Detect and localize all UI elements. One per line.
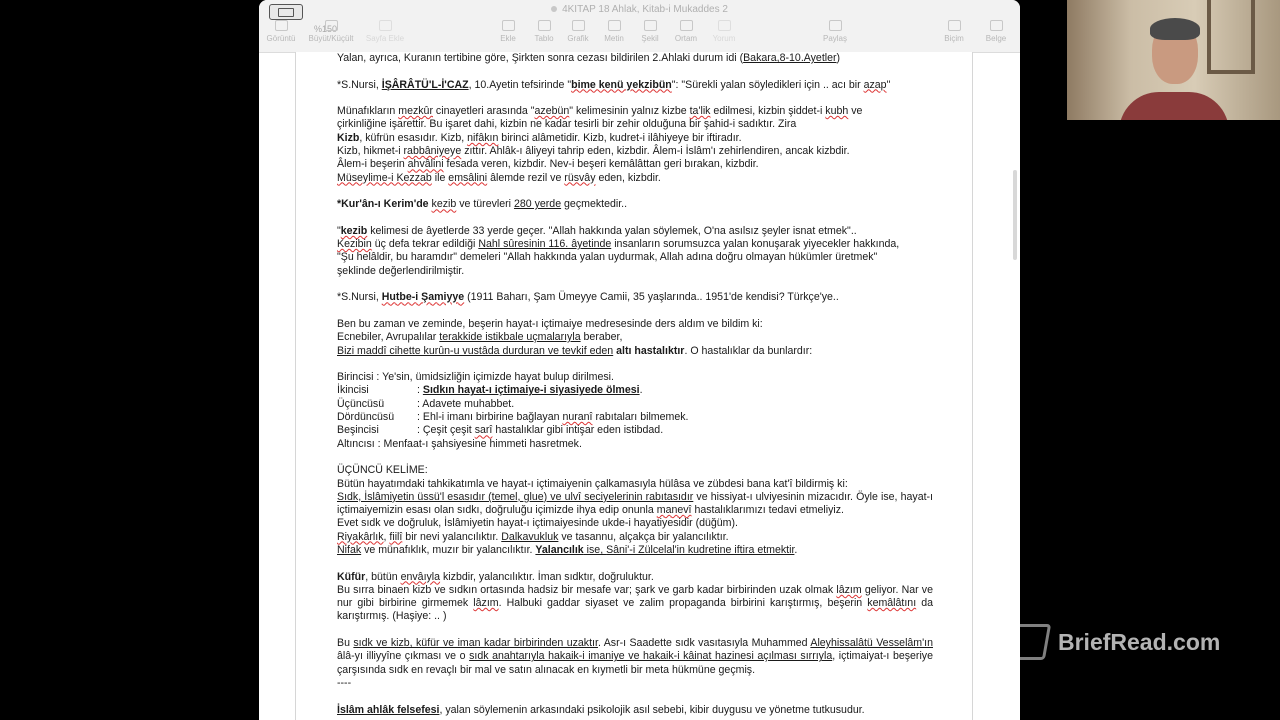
document-text[interactable]: fiilî	[389, 530, 403, 543]
zoom-icon	[325, 20, 338, 31]
document-text[interactable]: Yalan, ayrıca, Kuranın tertibine göre, Şirkten sonra cezası bildirilen 2.Ahlaki durum idi (	[337, 52, 744, 64]
pages-window	[259, 0, 1020, 720]
format-icon	[948, 20, 961, 31]
document-text[interactable]	[337, 571, 933, 584]
document-text[interactable]	[337, 238, 933, 251]
toolbar-shape-button[interactable]: Şekil	[637, 20, 663, 43]
document-text[interactable]	[337, 105, 933, 118]
document-text[interactable]: edilmesi, kizbin şiddet-i	[710, 105, 826, 118]
toolbar-zoom-button[interactable]: Büyüt/Küçült	[305, 20, 357, 43]
document-text[interactable]: , küfrün esasıdır. Kizb,	[359, 131, 468, 144]
document-text[interactable]: *S.Nursi,	[337, 78, 382, 91]
document-text[interactable]: hastalıklarımızı tedavi etmeliyiz.	[691, 504, 844, 517]
document-text[interactable]: terakkide istikbale uçmalarıyla	[439, 331, 581, 344]
document-text[interactable]: Evet sıdk ve doğruluk, İslâmiyetin hayat-ı içtimaiyesinde ukde-i hayatiyesidir (düğüm).	[337, 517, 738, 530]
document-text[interactable]: *S.Nursi,	[337, 291, 382, 304]
document-text[interactable]: Bu sırra binaen kizb ve sıdkın ortasında hadsiz bir mesafe var; şark ve garb kadar birbirinden uzak olmak	[337, 583, 837, 596]
document-text[interactable]: Dördüncüsü	[337, 411, 395, 424]
document-text[interactable]: kizbdir, yalancılıktır. İman sıdktır, doğruluktur.	[440, 570, 654, 583]
document-text[interactable]: Hutbe-i Şamiyye	[381, 291, 465, 304]
document-text[interactable]	[337, 212, 933, 225]
document-text[interactable]: rüsvây	[564, 171, 596, 184]
document-text[interactable]: kezib	[340, 224, 368, 237]
window-title: 4KITAP 18 Ahlak, Kitab-i Mukaddes 2	[259, 4, 1020, 15]
webcam-overlay	[1067, 0, 1280, 120]
document-text[interactable]: ,	[383, 530, 390, 543]
document-text[interactable]: Âlem-i beşerin	[337, 158, 408, 171]
document-text[interactable]: nifâkın	[467, 131, 499, 144]
document-text[interactable]: ----	[337, 676, 352, 689]
document-text[interactable]: *Kur'ân-ı Kerim'de	[337, 198, 432, 211]
toolbar-chart-button[interactable]: Grafik	[565, 20, 591, 43]
document-icon	[990, 20, 1003, 31]
watermark: BriefRead.com	[1012, 622, 1220, 662]
briefread-logo-icon	[1009, 624, 1051, 660]
document-text[interactable]: âlemde rezil ve	[487, 171, 565, 184]
document-text[interactable]: Müseylime-i Kezzab	[337, 171, 432, 184]
text-icon	[608, 20, 621, 31]
document-text[interactable]: Nifak	[337, 543, 362, 556]
document-text[interactable]: Ecnebiler, Avrupalılar	[337, 331, 440, 344]
document-text[interactable]: ": "Sürekli yalan söyledikleri için .. acı bir	[671, 78, 864, 91]
document-text[interactable]: ÜÇÜNCÜ KELİME:	[337, 464, 428, 477]
document-text[interactable]: fesada veren, kizbdir. Nev-i beşeri kemâlâttan geri bırakan, kizbdir.	[443, 158, 759, 171]
document-text[interactable]: manevî	[656, 504, 692, 517]
document-text[interactable]	[337, 345, 933, 358]
document-text[interactable]: . Asr-ı Saadette sıdk vasıtasıyla Muhammed	[597, 637, 811, 650]
document-text[interactable]: : Ehl-i imanı birbirine bağlayan	[417, 411, 563, 424]
document-text[interactable]: Beşincisi	[337, 424, 379, 437]
document-text[interactable]: birinci alâmetidir. Kizb, kudret-i ilâhiyeye bir iftiradır.	[498, 131, 742, 144]
zoom-level[interactable]: %150	[314, 24, 338, 34]
document-text[interactable]: çirkinliğine işarettir. Bu işaret dahi, kizbin ne kadar tesirli bir zehir olduğuna bir şahid-i sadıktır. Zira	[337, 118, 797, 131]
document-text[interactable]: kubh	[825, 105, 849, 118]
document-text[interactable]	[337, 331, 933, 344]
document-text[interactable]: ise,	[583, 543, 607, 556]
document-text[interactable]	[337, 358, 933, 371]
document-text[interactable]: , içtimaiyat-ı beşeriye çarşısında sıdk en revaçlı bir mal ve satın alınacak en kıymetli bir meta hükmüne geçmiş.	[337, 650, 933, 676]
document-text[interactable]: "Şu helâldir, bu haramdır" demeleri "Allah hakkında yalan uydurmak, Allah adına doğru olmayan hükümler üretmek"	[337, 251, 878, 264]
document-text[interactable]: ve	[848, 105, 863, 118]
document-text[interactable]: geliyor. Nar ve nur gibi birbirine girmemek	[337, 583, 934, 610]
document-text[interactable]: kezib	[431, 198, 457, 211]
document-text[interactable]: eden, kizbdir.	[595, 171, 661, 184]
vertical-scrollbar[interactable]	[1013, 170, 1017, 260]
toolbar-share-button[interactable]: Paylaş	[819, 20, 851, 43]
document-text[interactable]: bir nevi yalancılıktır.	[402, 530, 502, 543]
document-text[interactable]: Aleyhissalâtü Vesselâm'ın	[810, 637, 933, 650]
document-text[interactable]: " kelimesinin yalnız kizbe	[569, 105, 690, 118]
document-text[interactable]: sıdk ve kizb, küfür ve iman kadar birbirinden uzaktır	[353, 637, 598, 650]
document-text[interactable]	[337, 624, 933, 637]
document-text[interactable]: emsâlini	[448, 171, 488, 184]
document-text[interactable]	[337, 637, 933, 677]
document-text[interactable]	[337, 278, 933, 291]
document-text[interactable]	[337, 424, 933, 437]
document-text[interactable]	[337, 52, 933, 65]
comment-icon	[718, 20, 731, 31]
document-text[interactable]: Bizi maddî cihette kurûn-u vustâda durduran ve tevkif eden	[337, 344, 614, 357]
document-text[interactable]: Dalkavukluk	[501, 530, 559, 543]
document-text[interactable]: (1911 Baharı, Şam Ümeyye Camii, 35 yaşlarında.. 1951'de kendisi? Türkçe'ye..	[464, 291, 839, 304]
document-text[interactable]: ahvâlini	[407, 158, 444, 171]
document-text[interactable]: .	[794, 543, 798, 556]
document-text[interactable]: geçmektedir..	[561, 198, 628, 211]
share-icon	[829, 20, 842, 31]
shape-icon	[644, 20, 657, 31]
document-text[interactable]: , yalan söylemenin arkasındaki psikolojik asıl sebebi, kibir duygusu ve yönetme tutkusudur.	[439, 703, 865, 716]
document-text[interactable]: zıttır. Ahlâk-ı âliyeyi tahrip eden, kizbdir. Âlem-i İslâm'ı zehirlendiren, ancak kizbdir.	[461, 145, 850, 158]
document-text[interactable]: bime kenü yekzibün	[571, 78, 672, 91]
document-text[interactable]: cinayetleri arasında "	[432, 105, 535, 118]
document-text[interactable]: ve türevleri	[456, 198, 514, 211]
document-text[interactable]: rabbâniyeye	[403, 145, 462, 158]
document-text[interactable]	[337, 225, 933, 238]
document-text[interactable]	[337, 544, 933, 557]
document-text[interactable]: şeklinde değerlendirilmiştir.	[337, 264, 465, 277]
document-text[interactable]: Küfür	[337, 570, 366, 583]
document-text[interactable]: Bu	[337, 637, 354, 650]
document-text[interactable]: İkincisi	[337, 384, 369, 397]
toolbar-insert-button[interactable]: Ekle	[495, 20, 521, 43]
document-text[interactable]: Riyakârlık	[337, 530, 384, 543]
document-text[interactable]: mezkûr	[398, 105, 433, 118]
document-text[interactable]: azap	[863, 78, 887, 91]
document-text[interactable]: : Adavete muhabbet.	[417, 397, 515, 410]
document-text[interactable]: azebün	[534, 105, 570, 118]
document-text[interactable]: . Halbuki gaddar siyaset ve zalim propaganda birbirini karıştırmış, beşerin	[498, 597, 868, 610]
document-text[interactable]: . O hastalıklar da bunlardır:	[684, 344, 813, 357]
document-text[interactable]: Kizb, hikmet-i	[337, 145, 404, 158]
toolbar-document-button[interactable]: Belge	[981, 20, 1011, 43]
document-text[interactable]	[337, 145, 933, 158]
document-text[interactable]: insanların sorumsuzca yalan konuşarak yiyecekler hakkında,	[611, 238, 900, 251]
document-text[interactable]: "	[886, 78, 891, 91]
document-text[interactable]: Bakara,8-10.Ayetler	[743, 52, 837, 64]
document-text[interactable]: : Çeşit çeşit	[417, 424, 475, 437]
media-icon	[680, 20, 693, 31]
document-text[interactable]: kelimesi de âyetlerde 33 yerde geçer. "Allah hakkında yalan söylemek, O'na asılsız şeyler isnat etmek"..	[367, 224, 857, 237]
document-text[interactable]: "	[337, 224, 341, 237]
document-text[interactable]: , bütün	[365, 570, 401, 583]
document-text[interactable]	[337, 384, 933, 397]
document-text[interactable]: sarî	[474, 424, 493, 437]
view-icon	[275, 20, 288, 31]
document-text[interactable]: altı hastalıktır	[613, 344, 685, 357]
document-text[interactable]: hastalıklar gibi intişar eden istibdad.	[492, 424, 664, 437]
document-body[interactable]	[337, 52, 933, 717]
document-text[interactable]: Sıdkın hayat-ı içtimaiye-i siyasiyede ölmesi	[422, 384, 640, 397]
document-text[interactable]: lâzım	[836, 583, 862, 596]
document-text[interactable]: âlâ-yı illiyyîne çıkması ve o	[337, 650, 470, 663]
table-icon	[538, 20, 551, 31]
document-text[interactable]: beraber,	[580, 331, 623, 344]
document-text[interactable]: ve tasannu, alçakça bir yalancılıktır.	[558, 530, 729, 543]
document-text[interactable]	[337, 305, 933, 318]
document-text[interactable]: Münafıkların	[337, 105, 399, 118]
document-text[interactable]	[337, 557, 933, 570]
document-text[interactable]: Yalancılık	[535, 543, 584, 556]
document-text[interactable]: İslâm ahlâk felsefesi	[337, 703, 440, 716]
document-text[interactable]: Sâni'-i Zülcelal'in kudretine iftira etmektir	[606, 543, 795, 556]
document-text[interactable]	[337, 704, 933, 717]
document-text[interactable]: Birincisi : Ye'sin, ümidsizliğin içimizde hayat bulup dirilmesi.	[337, 371, 614, 384]
document-text[interactable]	[337, 198, 933, 211]
document-text[interactable]: Üçüncüsü	[337, 397, 385, 410]
document-text[interactable]	[337, 584, 933, 624]
document-text[interactable]: Nahl sûresinin 116. âyetinde	[478, 238, 612, 251]
document-text[interactable]	[337, 491, 933, 518]
document-text[interactable]	[337, 291, 933, 304]
document-page[interactable]	[295, 52, 973, 720]
toolbar-view-button[interactable]: Görüntü	[263, 20, 299, 43]
document-text[interactable]	[337, 531, 933, 544]
document-text[interactable]: kemâlâtını	[867, 597, 917, 610]
document-text[interactable]: Kezibin	[337, 238, 372, 251]
document-text[interactable]: Altıncısı : Menfaat-ı şahsiyesine himmeti hasretmek.	[337, 437, 582, 450]
document-text[interactable]: Kizb	[337, 131, 360, 144]
document-text[interactable]: ile	[431, 171, 449, 184]
document-text[interactable]	[337, 451, 933, 464]
document-text[interactable]: ve münafıklık, muzır bir yalancılıktır.	[361, 543, 536, 556]
document-text[interactable]: İŞÂRÂTÜ'L-İ'CAZ	[381, 78, 469, 91]
document-text[interactable]	[337, 92, 933, 105]
document-text[interactable]	[337, 411, 933, 424]
document-text[interactable]	[337, 185, 933, 198]
toolbar-comment-button[interactable]: Yorum	[709, 20, 739, 43]
document-text[interactable]: , 10.Ayetin tefsirinde "	[468, 78, 572, 91]
document-text[interactable]	[337, 158, 933, 171]
document-text[interactable]: nuranî	[562, 411, 593, 424]
document-text[interactable]: )	[836, 52, 841, 64]
chart-icon	[572, 20, 585, 31]
add-page-icon	[379, 20, 392, 31]
insert-icon	[502, 20, 515, 31]
document-text[interactable]: Bütün hayatımdaki tahkikatımla ve hayat-ı içtimaiyenin çalkamasıyla hülâsa ve zübdesi bana kat'î bildirmiş ki:	[337, 477, 848, 490]
document-text[interactable]: sıdk anahtarıyla hakaik-i imaniye ve hakaik-i kâinat hazinesi açılması sırrıyla	[469, 650, 833, 663]
document-text[interactable]: ta'lik	[689, 105, 711, 118]
document-text[interactable]	[337, 79, 933, 92]
document-text[interactable]	[337, 172, 933, 185]
document-text[interactable]: lâzım	[473, 597, 499, 610]
title-bar	[259, 0, 1020, 53]
document-text[interactable]: rabıtaları bilmemek.	[592, 411, 689, 424]
document-text[interactable]: ve hissiyat-ı ulviyesinin mizacıdır. Öyle ise, hayat-ı içtimaiyemizin esası olan sıdkı, doğruluğu içimizde ihya edip onunla	[337, 490, 933, 517]
document-text[interactable]: .	[639, 384, 643, 397]
toolbar-table-button[interactable]: Tablo	[531, 20, 557, 43]
document-text[interactable]	[337, 690, 933, 703]
document-text[interactable]: 280 yerde	[513, 198, 562, 211]
document-text[interactable]	[337, 65, 933, 78]
document-text[interactable]: da karıştırmış. (Haşiye: .. )	[337, 597, 933, 623]
document-text[interactable]: envâıyla	[400, 570, 441, 583]
document-text[interactable]: Ben bu zaman ve zeminde, beşerin hayat-ı içtimaiye medresesinde ders aldım ve bildim ki:	[337, 317, 763, 330]
document-text[interactable]: üç defa tekrar edildiği	[371, 238, 479, 251]
document-text[interactable]: :	[417, 384, 423, 397]
toolbar-media-button[interactable]: Ortam	[671, 20, 701, 43]
document-text[interactable]	[337, 398, 933, 411]
toolbar-format-button[interactable]: Biçim	[939, 20, 969, 43]
toolbar-text-button[interactable]: Metin	[601, 20, 627, 43]
document-text[interactable]	[337, 132, 933, 145]
document-text[interactable]: Sıdk, İslâmiyetin üssü'l esasıdır (temel, glue) ve ulvî seciyelerinin rabıtasıdır	[337, 490, 694, 503]
toolbar-add-page-button[interactable]: Sayfa Ekle	[363, 20, 407, 43]
